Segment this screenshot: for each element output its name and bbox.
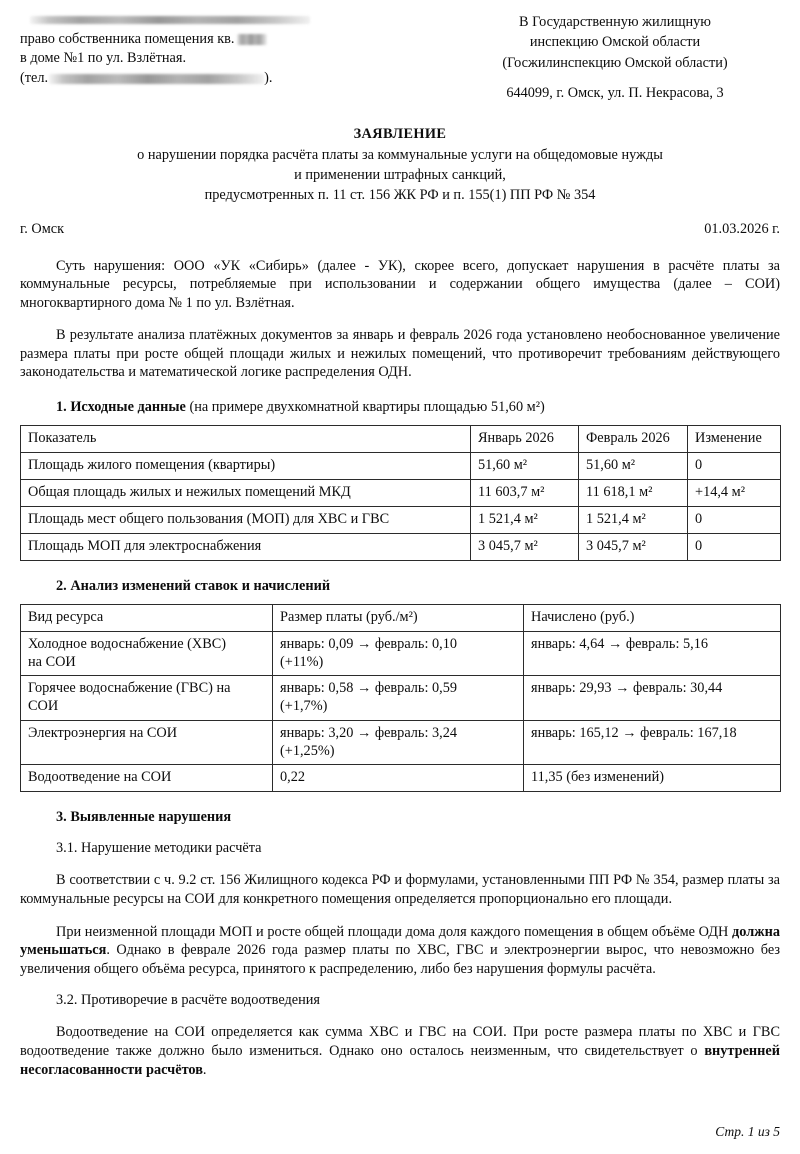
- cell-charged: [524, 765, 781, 792]
- document-subtitle-2: и применении штрафных санкций,: [294, 167, 506, 184]
- cell-rate: [273, 765, 524, 792]
- cell-february: 1 521,4 м²: [579, 507, 688, 534]
- table-row: [21, 480, 781, 507]
- cell-indicator: Общая площадь жилых и нежилых помещений МКД: [21, 480, 471, 507]
- cell-january: 3 045,7 м²: [471, 534, 579, 561]
- section-3-title: Выявленные нарушения: [70, 809, 232, 826]
- owner-phone-line: [20, 69, 375, 89]
- intro-paragraph-1: Суть нарушения: ООО «УК «Сибирь» (далее - УК), скорее всего, допускает нарушения в расчёте платы за коммунальные ресурсы, потребляемые при использовании и содержании общего имущества (далее – СОИ) многоквартирного дома № 1 по ул. Взлётная.: [20, 257, 780, 311]
- cell-rate: [273, 676, 524, 720]
- table-row: [21, 453, 781, 480]
- cell-rate: [273, 632, 524, 676]
- cell-january: 1 521,4 м²: [471, 507, 579, 534]
- charged-line-1: январь: 165,12 → февраль: 167,18: [531, 724, 737, 741]
- cell-change: +14,4 м²: [688, 480, 781, 507]
- section-2-heading: [20, 577, 780, 595]
- redacted-name-line: [20, 10, 375, 30]
- section-3-heading: [20, 808, 780, 826]
- table-row: [21, 534, 781, 561]
- cell-january: 51,60 м²: [471, 453, 579, 480]
- charged-line-1: январь: 4,64 → февраль: 5,16: [531, 636, 709, 653]
- inspection-address: 644099, г. Омск, ул. П. Некрасова, 3: [506, 84, 724, 101]
- header-addressee-from: [20, 10, 375, 89]
- cell-charged: [524, 676, 781, 720]
- redaction-bar-phone: [49, 74, 264, 84]
- cell-change: 0: [688, 534, 781, 561]
- table-row: [21, 765, 781, 792]
- rate-line-2: (+1,7%): [280, 698, 328, 715]
- redaction-bar-apartment: [237, 34, 267, 45]
- para-text-b: .: [202, 1061, 207, 1078]
- owner-apartment-prefix: право собственника помещения кв.: [20, 30, 235, 47]
- inspection-line-1: В Государственную жилищную: [519, 14, 711, 30]
- cell-indicator: Площадь МОП для электроснабжения: [21, 534, 471, 561]
- document-title: ЗАЯВЛЕНИЕ: [353, 126, 447, 143]
- cell-charged: [524, 632, 781, 676]
- rate-line-1: январь: 0,58 → февраль: 0,59: [280, 680, 458, 697]
- col-header-january: Январь 2026: [471, 426, 579, 453]
- resource-line-1: Горячее водоснабжение (ГВС) на: [28, 680, 231, 697]
- resource-line-2: СОИ: [28, 698, 59, 715]
- resource-line-1: Электроэнергия на СОИ: [28, 724, 178, 741]
- rate-line-1: январь: 3,20 → февраль: 3,24: [280, 724, 458, 741]
- table-row: [21, 507, 781, 534]
- resource-line-1: Водоотведение на СОИ: [28, 769, 172, 786]
- col-header-resource: Вид ресурса: [21, 605, 273, 632]
- cell-charged: [524, 720, 781, 764]
- section-3-2-heading: 3.2. Противоречие в расчёте водоотведения: [56, 992, 320, 1009]
- section-1-title: Исходные данные: [70, 399, 186, 416]
- col-header-charged: Начислено (руб.): [524, 605, 781, 632]
- table-row: [21, 676, 781, 720]
- table-initial-data: [20, 425, 781, 561]
- document-header: [20, 10, 780, 103]
- table-header-row: [21, 426, 781, 453]
- section-3-1-paragraph-2: [20, 923, 780, 979]
- resource-line-2: на СОИ: [28, 653, 76, 670]
- section-3-1-heading: 3.1. Нарушение методики расчёта: [56, 840, 262, 857]
- charged-line-1: январь: 29,93 → февраль: 30,44: [531, 680, 723, 697]
- rate-line-1: январь: 0,09 → февраль: 0,10: [280, 636, 458, 653]
- section-1-number: 1.: [56, 399, 67, 416]
- section-3-2-paragraph-1: [20, 1023, 780, 1079]
- table-row: [21, 632, 781, 676]
- para-text-b: . Однако в феврале 2026 года размер платы по ХВС, ГВС и электроэнергии вырос, что невозможно без увеличения общего объёма ресурса, принятого к распределению, либо без нарушения формулы расчёта.: [20, 942, 780, 977]
- para-text-a: При неизменной площади МОП и росте общей площади дома доля каждого помещения в общем объёме ОДН: [56, 923, 733, 940]
- phone-prefix: (тел.: [20, 70, 49, 87]
- section-3-1-paragraph-1: В соответствии с ч. 9.2 ст. 156 Жилищного кодекса РФ и формулами, установленными ПП РФ № 354, размер платы за коммунальные ресурсы на СОИ для конкретного помещения определяется пропорционально его площади.: [20, 872, 780, 907]
- cell-change: 0: [688, 507, 781, 534]
- rate-line-2: (+1,25%): [280, 742, 335, 759]
- document-subtitle-1: о нарушении порядка расчёта платы за коммунальные услуги на общедомовые нужды: [137, 147, 663, 164]
- charged-line-1: 11,35 (без изменений): [531, 769, 664, 786]
- para-emphasis: должна уменьшаться: [20, 923, 780, 959]
- cell-indicator: Площадь жилого помещения (квартиры): [21, 453, 471, 480]
- inspection-line-3: (Госжилинспекцию Омской области): [502, 54, 728, 71]
- title-block: [20, 125, 780, 205]
- cell-resource: [21, 676, 273, 720]
- document-subtitle-3: предусмотренных п. 11 ст. 156 ЖК РФ и п. 155(1) ПП РФ № 354: [204, 187, 596, 204]
- rate-line-1: 0,22: [280, 769, 306, 786]
- para-emphasis: внутренней несогласованности расчётов: [20, 1043, 780, 1078]
- table-header-row: [21, 605, 781, 632]
- table-rates-analysis: [20, 604, 781, 792]
- section-1-note: (на примере двухкомнатной квартиры площадью 51,60 м²): [189, 399, 545, 416]
- phone-suffix: ).: [264, 70, 273, 87]
- city-date-row: [20, 220, 780, 238]
- header-addressee-to: [450, 10, 780, 103]
- cell-resource: [21, 765, 273, 792]
- section-3-number: 3.: [56, 809, 67, 826]
- intro-paragraph-2: В результате анализа платёжных документов за январь и февраль 2026 года установлено необоснованное увеличение размера платы при росте общей площади жилых и нежилых помещений, что противоречит требованиям действующего законодательства и математической логике распределения ОДН.: [20, 327, 780, 381]
- rate-line-2: (+11%): [280, 653, 324, 670]
- page-number-footer: Стр. 1 из 5: [715, 1123, 780, 1139]
- city-label: г. Омск: [20, 221, 65, 238]
- cell-change: 0: [688, 453, 781, 480]
- section-1-heading: [20, 398, 780, 416]
- cell-february: 51,60 м²: [579, 453, 688, 480]
- section-2-title: Анализ изменений ставок и начислений: [70, 578, 331, 595]
- table-row: [21, 720, 781, 764]
- owner-house-line: в доме №1 по ул. Взлётная.: [20, 50, 187, 67]
- owner-apartment-line: [20, 30, 375, 50]
- col-header-indicator: Показатель: [21, 426, 471, 453]
- redaction-bar-name: [30, 16, 310, 24]
- para-text-a: Водоотведение на СОИ определяется как сумма ХВС и ГВС на СОИ. При росте размера платы по ХВС и ГВС водоотведение также должно было измениться. Однако оно осталось неизменным, что свидетельствует о: [20, 1024, 780, 1060]
- inspection-line-2: инспекцию Омской области: [529, 34, 701, 51]
- resource-line-1: Холодное водоснабжение (ХВС): [28, 636, 227, 653]
- cell-resource: [21, 632, 273, 676]
- section-2-number: 2.: [56, 578, 67, 595]
- col-header-rate: Размер платы (руб./м²): [273, 605, 524, 632]
- date-label: 01.03.2026 г.: [704, 221, 780, 238]
- col-header-change: Изменение: [688, 426, 781, 453]
- cell-rate: [273, 720, 524, 764]
- cell-february: 3 045,7 м²: [579, 534, 688, 561]
- cell-february: 11 618,1 м²: [579, 480, 688, 507]
- cell-indicator: Площадь мест общего пользования (МОП) для ХВС и ГВС: [21, 507, 471, 534]
- col-header-february: Февраль 2026: [579, 426, 688, 453]
- cell-january: 11 603,7 м²: [471, 480, 579, 507]
- cell-resource: [21, 720, 273, 764]
